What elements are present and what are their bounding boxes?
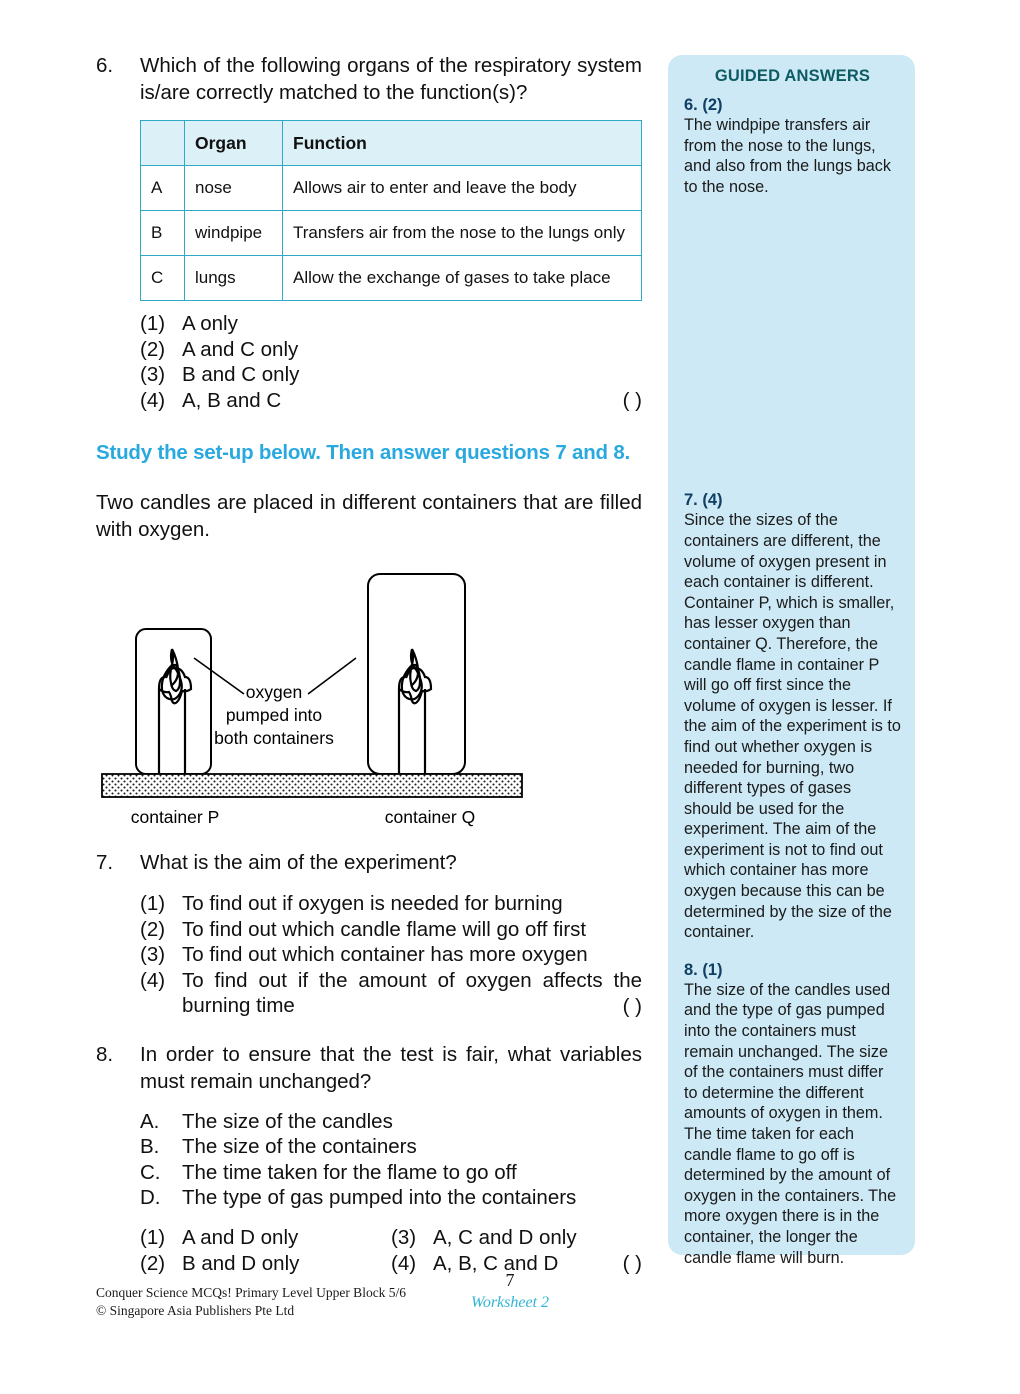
table-row xyxy=(141,166,642,211)
guided-answer-7 xyxy=(684,491,901,942)
question-6 xyxy=(96,52,642,106)
statement-row xyxy=(140,1134,642,1160)
statement-row xyxy=(140,1160,642,1186)
option-label: A and C only xyxy=(182,337,299,361)
table-corner-cell xyxy=(141,121,185,166)
question-8-options-left xyxy=(140,1225,391,1277)
answer-bracket[interactable]: ( ) xyxy=(622,994,642,1018)
statement-label: The time taken for the flame to go off xyxy=(182,1160,517,1184)
table-row xyxy=(141,211,642,256)
statement-row xyxy=(140,1109,642,1135)
candle-experiment-diagram xyxy=(96,561,642,829)
question-7-number: 7. xyxy=(96,851,114,874)
option-label: To find out which container has more oxygen xyxy=(182,943,588,966)
table-header-organ: Organ xyxy=(185,121,283,166)
option-key: (1) xyxy=(140,1225,166,1249)
table-header-row xyxy=(141,121,642,166)
answer-bracket[interactable]: ( ) xyxy=(622,1251,642,1275)
question-7 xyxy=(96,849,642,876)
question-8 xyxy=(96,1041,642,1095)
option-key: (4) xyxy=(391,1251,417,1275)
option-key: (4) xyxy=(140,388,166,412)
question-6-options xyxy=(140,311,642,413)
guided-answer-8-head: 8. (1) xyxy=(684,960,723,979)
study-instruction-heading: Study the set-up below. Then answer questions 7 and 8. xyxy=(96,441,631,464)
footer-title-line: Conquer Science MCQs! Primary Level Upper Block 5/6 xyxy=(96,1285,407,1300)
intro-paragraph: Two candles are placed in different containers that are filled with oxygen. xyxy=(96,491,642,541)
statement-label: The size of the candles xyxy=(182,1109,393,1133)
option-label: B and D only xyxy=(182,1251,300,1275)
table-header-function: Function xyxy=(283,121,642,166)
guided-answer-7-body: Since the sizes of the containers are different, the volume of oxygen present in each container is different. Container P, which is smaller, has lesser oxygen than container Q. Therefore, the candle flame in container P will go off first since the volume of oxygen is lesser. If the aim of the experiment is to find out whether oxygen is needed for burning, two different types of gases should be used for the experiment. The aim of the experiment is not to find out which container has more oxygen because this can be determined by the size of the container. xyxy=(684,511,901,942)
worksheet-main-column xyxy=(96,52,642,1277)
option-row[interactable] xyxy=(140,311,642,337)
statement-key: D. xyxy=(140,1186,161,1209)
statement-key: C. xyxy=(140,1160,161,1184)
option-key: (3) xyxy=(140,943,166,966)
candle-q xyxy=(399,649,431,774)
option-label: A, B and C xyxy=(182,388,282,412)
guided-answer-6 xyxy=(684,96,901,197)
option-row[interactable] xyxy=(140,1225,391,1251)
option-key: (1) xyxy=(140,312,166,335)
row-function-b: Transfers air from the nose to the lungs only xyxy=(283,211,642,256)
container-q-label: container Q xyxy=(384,807,476,827)
diagram-base xyxy=(102,774,522,797)
statement-label: The size of the containers xyxy=(182,1135,417,1158)
callout-line-3: both containers xyxy=(214,728,334,748)
organ-function-table-wrapper xyxy=(140,120,642,301)
row-letter-a: A xyxy=(141,166,185,211)
statement-key: B. xyxy=(140,1135,160,1158)
candle-experiment-svg xyxy=(96,561,642,829)
statement-label: The type of gas pumped into the containers xyxy=(182,1186,577,1209)
page-number: 7 xyxy=(505,1270,515,1290)
question-8-text: In order to ensure that the test is fair, what variables must remain unchanged? xyxy=(140,1042,642,1093)
container-p-label: container P xyxy=(130,807,220,827)
option-key: (2) xyxy=(140,1251,166,1275)
leader-line-right xyxy=(308,658,356,694)
guided-answers-panel xyxy=(668,55,915,1267)
question-8-number: 8. xyxy=(96,1042,114,1066)
option-label: A only xyxy=(182,312,238,335)
row-organ-b: windpipe xyxy=(185,211,283,256)
guided-answer-7-head: 7. (4) xyxy=(684,491,723,510)
guided-answer-8 xyxy=(684,961,901,1268)
option-label: A, B, C and D xyxy=(433,1251,559,1275)
option-row[interactable] xyxy=(140,362,642,388)
question-8-statements xyxy=(140,1109,642,1211)
statement-key: A. xyxy=(140,1109,160,1133)
answer-bracket[interactable]: ( ) xyxy=(622,388,642,412)
guided-answer-6-head: 6. (2) xyxy=(684,96,723,114)
question-8-options xyxy=(140,1225,642,1277)
table-row xyxy=(141,256,642,301)
callout-line-1: oxygen xyxy=(245,682,303,702)
option-label: A and D only xyxy=(182,1225,299,1249)
statement-row xyxy=(140,1185,642,1211)
option-label: B and C only xyxy=(182,363,300,386)
option-row[interactable] xyxy=(140,388,642,414)
option-key: (3) xyxy=(140,363,166,386)
guided-answer-8-body: The size of the candles used and the type of gas pumped into the containers must remain unchanged. The size of the containers must differ to determine the different amounts of oxygen in them. The time taken for each candle flame to go off is determined by the amount of oxygen in the containers. The more oxygen there is in the container, the longer the candle flame will burn. xyxy=(684,980,897,1267)
row-letter-c: C xyxy=(141,256,185,301)
question-8-options-right xyxy=(391,1225,642,1277)
callout-line-2: pumped into xyxy=(225,705,323,725)
question-7-options xyxy=(140,891,642,1019)
option-label: To find out which candle flame will go off first xyxy=(182,917,587,941)
question-6-number: 6. xyxy=(96,54,114,77)
option-label: To find out if the amount of oxygen affects the burning time xyxy=(182,968,642,1017)
option-row[interactable] xyxy=(140,917,642,943)
question-7-text: What is the aim of the experiment? xyxy=(140,851,457,874)
option-key: (3) xyxy=(391,1225,417,1249)
option-key: (1) xyxy=(140,892,166,915)
candle-p xyxy=(159,649,191,774)
option-row[interactable] xyxy=(391,1225,642,1251)
option-row[interactable] xyxy=(140,942,642,968)
guided-answers-title: GUIDED ANSWERS xyxy=(714,67,871,85)
option-row[interactable] xyxy=(140,337,642,363)
option-row[interactable] xyxy=(140,891,642,917)
row-organ-a: nose xyxy=(185,166,283,211)
row-letter-b: B xyxy=(141,211,185,256)
worksheet-label: Worksheet 2 xyxy=(470,1294,550,1311)
footer-copyright-line: © Singapore Asia Publishers Pte Ltd xyxy=(96,1303,295,1318)
option-key: (4) xyxy=(140,968,166,992)
option-key: (2) xyxy=(140,917,166,941)
row-function-c: Allow the exchange of gases to take place xyxy=(283,256,642,301)
row-organ-c: lungs xyxy=(185,256,283,301)
leader-line-left xyxy=(194,658,244,694)
option-label: A, C and D only xyxy=(433,1225,577,1249)
guided-answer-6-body: The windpipe transfers air from the nose to the lungs, and also from the lungs back to the nose. xyxy=(684,116,891,196)
option-row[interactable] xyxy=(140,968,642,1019)
container-q-outline xyxy=(368,574,465,774)
question-6-text: Which of the following organs of the respiratory system is/are correctly matched to the function(s)? xyxy=(140,54,642,104)
option-key: (2) xyxy=(140,337,166,361)
row-function-a: Allows air to enter and leave the body xyxy=(283,166,642,211)
organ-function-table xyxy=(140,120,642,301)
option-label: To find out if oxygen is needed for burning xyxy=(182,892,563,915)
